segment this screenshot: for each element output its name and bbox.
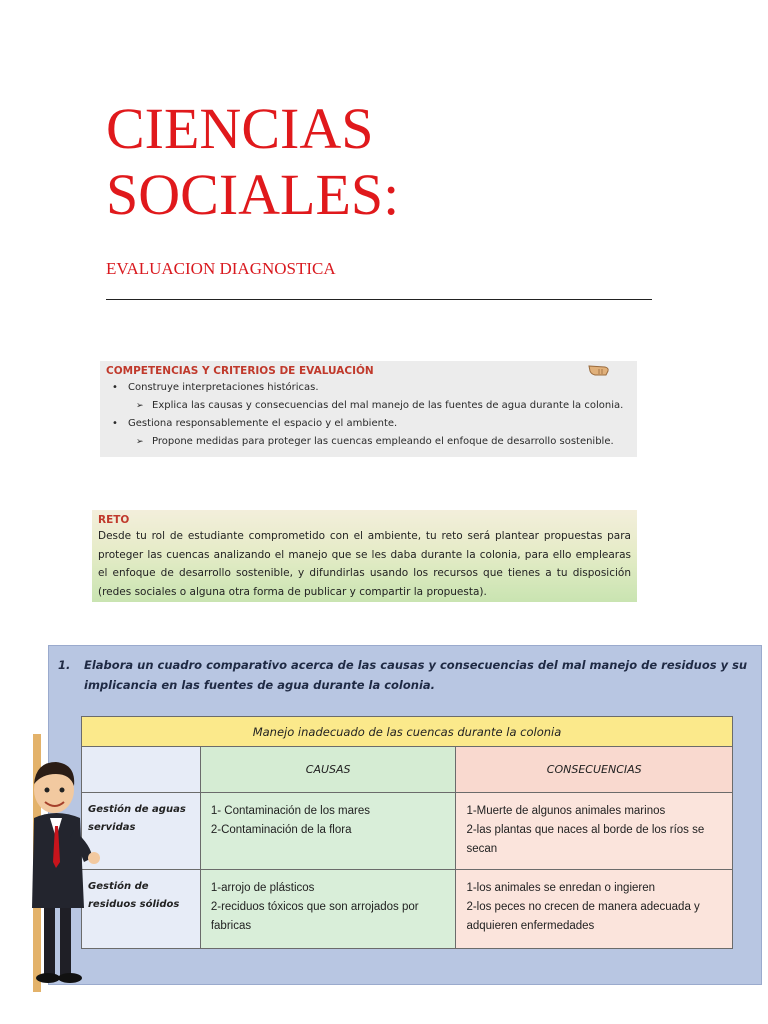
table-row [82, 870, 733, 949]
consecuencia-item: 1-los animales se enredan o ingieren [466, 882, 656, 894]
reto-text: Desde tu rol de estudiante comprometido con el ambiente, tu reto será plantear propuestas para proteger las cuencas analizando el manejo que se les daba durante la colonia, para ello emplearas el enfoque de desarrollo sostenible, y difundirlas usando los recursos que tienes a tu disposición (redes sociales o alguna otra forma de publicar y compartir la propuesta). [98, 530, 631, 598]
question-text: Elabora un cuadro comparativo acerca de las causas y consecuencias del mal manejo de residuos y su implicancia en las fuentes de agua durante la colonia. [84, 658, 748, 692]
causa-item: 2-Contaminación de la flora [210, 824, 352, 836]
causa-item: 1-arrojo de plásticos [210, 882, 315, 894]
criterio-item-1: ➢ Explica las causas y consecuencias del mal manejo de las fuentes de agua durante la colonia. [106, 397, 631, 415]
causas-cell [200, 793, 456, 870]
consecuencias-cell [456, 870, 733, 949]
causas-cell [200, 870, 456, 949]
causa-item: 2-reciduos tóxicos que son arrojados por fabricas [210, 901, 419, 932]
title-line-1: CIENCIAS [106, 96, 374, 161]
causa-item: 1- Contaminación de los mares [210, 805, 371, 817]
row-label: Gestión de aguas servidas [82, 793, 201, 870]
activity-section [0, 641, 768, 998]
divider [106, 299, 652, 300]
competencia-item-1: • Construye interpretaciones históricas. [106, 379, 631, 397]
header-causas: CAUSAS [200, 747, 456, 793]
table-caption: Manejo inadecuado de las cuencas durante la colonia [82, 717, 733, 747]
table-row [82, 793, 733, 870]
criterio-item-2: ➢ Propone medidas para proteger las cuencas empleando el enfoque de desarrollo sostenible. [106, 433, 631, 451]
competencias-heading: COMPETENCIAS Y CRITERIOS DE EVALUACIÓN [106, 365, 374, 377]
activity-question [58, 655, 748, 695]
competencia-item-2: • Gestiona responsablemente el espacio y el ambiente. [106, 415, 631, 433]
consecuencia-item: 2-las plantas que naces al borde de los ríos se secan [466, 824, 705, 855]
row-label: Gestión de residuos sólidos [82, 870, 201, 949]
competencias-box [100, 361, 637, 457]
teacher-character-icon [0, 734, 110, 996]
reto-box [92, 510, 637, 602]
consecuencia-item: 2-los peces no crecen de manera adecuada y adquieren enfermedades [466, 901, 700, 932]
consecuencias-cell [456, 793, 733, 870]
question-number: 1. [58, 658, 71, 672]
header-consecuencias: CONSECUENCIAS [456, 747, 733, 793]
page-title [106, 96, 399, 228]
subtitle: EVALUACION DIAGNOSTICA [106, 259, 336, 278]
pointing-hand-icon [587, 363, 611, 377]
title-line-2: SOCIALES: [106, 162, 400, 227]
reto-heading: RETO [98, 514, 130, 526]
comparison-table [81, 716, 733, 949]
consecuencia-item: 1-Muerte de algunos animales marinos [466, 805, 666, 817]
